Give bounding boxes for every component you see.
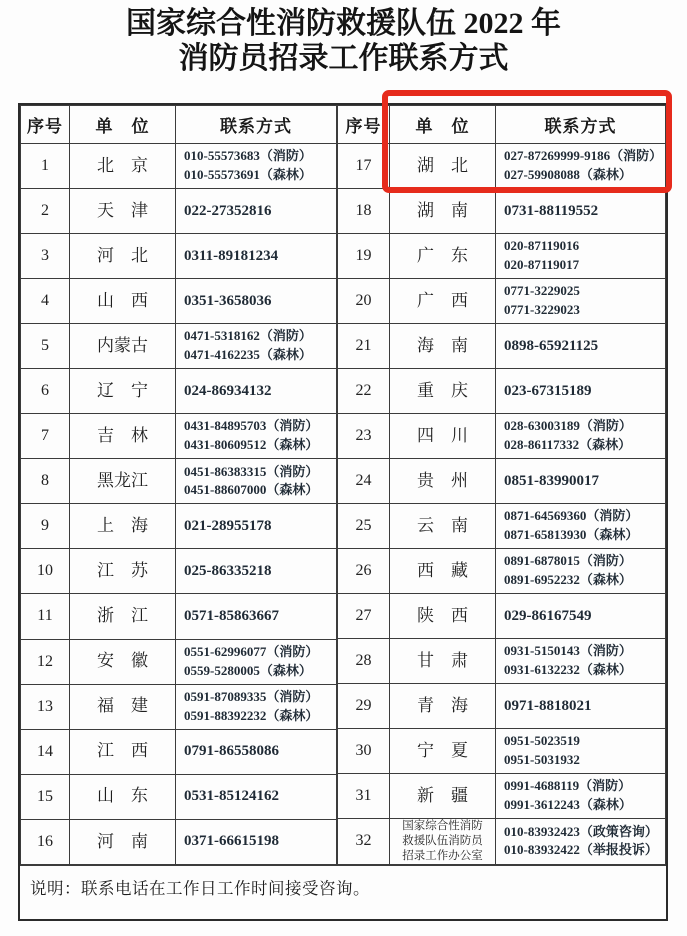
table-row — [21, 189, 337, 234]
unit-line: 吉 林 — [97, 426, 148, 446]
contact-cell — [176, 144, 337, 189]
unit-line: 上 海 — [97, 516, 148, 536]
table-row — [21, 279, 337, 324]
contact-cell — [496, 639, 666, 684]
contact-line: 0871-64569360（消防） — [504, 508, 639, 524]
contact-cell — [176, 549, 337, 594]
table-row — [338, 684, 666, 729]
table-row — [338, 189, 666, 234]
contact-cell — [176, 684, 337, 729]
unit-line: 浙 江 — [97, 606, 148, 626]
row-index-cell: 16 — [21, 819, 70, 864]
unit-line: 贵 州 — [417, 470, 468, 490]
unit-line: 海 南 — [417, 335, 468, 355]
table-row — [21, 414, 337, 459]
contact-cell — [496, 594, 666, 639]
contact-line: 0951-5031932 — [504, 752, 580, 767]
table-row — [338, 729, 666, 774]
contact-cell — [496, 414, 666, 459]
unit-cell — [70, 324, 176, 369]
unit-line: 河 南 — [97, 831, 148, 851]
contact-cell — [496, 504, 666, 549]
contact-cell — [496, 279, 666, 324]
contact-line: 010-55573683（消防） — [184, 148, 312, 164]
contact-line: 020-87119017 — [504, 257, 580, 272]
row-index-cell: 3 — [21, 234, 70, 279]
contact-line: 0731-88119552 — [504, 202, 599, 219]
contact-line: 0971-8818021 — [504, 697, 592, 714]
unit-line: 国家综合性消防 — [402, 820, 483, 832]
contact-line: 0451-86383315（消防） — [184, 463, 319, 479]
table-row — [338, 414, 666, 459]
header-contact: 联系方式 — [496, 106, 666, 144]
contact-line: 0891-6878015（消防） — [504, 553, 632, 569]
contact-line: 0591-88392232（森林） — [184, 707, 319, 723]
row-index-cell: 9 — [21, 504, 70, 549]
table-row — [21, 324, 337, 369]
contact-line: 0951-5023519 — [504, 733, 580, 749]
table-row — [338, 594, 666, 639]
unit-cell — [390, 189, 496, 234]
table-row — [21, 594, 337, 639]
unit-line: 河 北 — [97, 245, 148, 265]
unit-cell — [390, 234, 496, 279]
contact-cell — [496, 684, 666, 729]
table-row — [21, 639, 337, 684]
table-row — [21, 774, 337, 819]
unit-line: 西 藏 — [417, 560, 468, 580]
table-row — [338, 234, 666, 279]
unit-cell — [70, 414, 176, 459]
table-left-half — [20, 105, 337, 865]
unit-line: 重 庆 — [417, 380, 468, 400]
header-row — [21, 106, 337, 144]
table-row — [338, 324, 666, 369]
row-index-cell: 19 — [338, 234, 390, 279]
row-index-cell: 24 — [338, 459, 390, 504]
unit-cell — [70, 774, 176, 819]
contact-line: 023-67315189 — [504, 382, 592, 399]
table-row — [338, 369, 666, 414]
contact-line: 0311-89181234 — [184, 247, 279, 264]
table-row — [338, 459, 666, 504]
contact-cell — [496, 324, 666, 369]
contact-line: 0351-3658036 — [184, 292, 272, 309]
row-index-cell: 31 — [338, 774, 390, 819]
contact-line: 0471-4162235（森林） — [184, 347, 312, 363]
contact-cell — [176, 504, 337, 549]
header-contact: 联系方式 — [176, 106, 337, 144]
table-row — [21, 819, 337, 864]
contact-cell — [176, 594, 337, 639]
unit-line: 辽 宁 — [97, 381, 148, 401]
contact-line: 0531-85124162 — [184, 788, 279, 805]
contact-line: 0891-6952232（森林） — [504, 572, 632, 587]
row-index-cell: 1 — [21, 144, 70, 189]
table-row — [338, 504, 666, 549]
table-row — [21, 549, 337, 594]
row-index-cell: 32 — [338, 819, 390, 865]
contact-line: 0991-3612243（森林） — [504, 797, 632, 812]
unit-line: 湖 北 — [417, 155, 468, 175]
row-index-cell: 17 — [338, 144, 390, 189]
unit-cell — [70, 639, 176, 684]
contact-cell — [496, 144, 666, 189]
unit-line: 天 津 — [97, 200, 148, 220]
contact-line: 020-87119016 — [504, 238, 580, 254]
table-row — [338, 279, 666, 324]
row-index-cell: 6 — [21, 369, 70, 414]
unit-cell — [390, 414, 496, 459]
contact-cell — [176, 189, 337, 234]
unit-line: 湖 南 — [417, 200, 468, 220]
contact-line: 0871-65813930（森林） — [504, 527, 639, 542]
contact-line: 025-86335218 — [184, 563, 272, 580]
table-row — [21, 234, 337, 279]
table-row — [21, 459, 337, 504]
contact-cell — [496, 549, 666, 594]
table-row — [21, 369, 337, 414]
contact-cell — [496, 189, 666, 234]
contact-cell — [176, 234, 337, 279]
unit-line: 福 建 — [97, 696, 148, 716]
contact-table — [18, 103, 668, 921]
contact-line: 0771-3229023 — [504, 302, 580, 317]
unit-cell — [70, 459, 176, 504]
row-index-cell: 25 — [338, 504, 390, 549]
row-index-cell: 12 — [21, 639, 70, 684]
unit-line: 江 西 — [97, 741, 148, 761]
contact-line: 0931-6132232（森林） — [504, 662, 632, 677]
contact-cell — [496, 819, 666, 865]
row-index-cell: 5 — [21, 324, 70, 369]
unit-line: 甘 肃 — [417, 650, 468, 670]
contact-cell — [176, 774, 337, 819]
row-index-cell: 21 — [338, 324, 390, 369]
table-row — [338, 549, 666, 594]
unit-cell — [70, 234, 176, 279]
contact-cell — [496, 774, 666, 819]
contact-cell — [176, 819, 337, 864]
unit-cell — [70, 594, 176, 639]
row-index-cell: 15 — [21, 774, 70, 819]
note: 说明：联系电话在工作日工作时间接受咨询。 — [20, 865, 666, 919]
contact-cell — [176, 729, 337, 774]
row-index-cell: 10 — [21, 549, 70, 594]
contact-line: 0771-3229025 — [504, 283, 580, 299]
table-row — [338, 144, 666, 189]
unit-cell — [70, 549, 176, 594]
row-index-cell: 27 — [338, 594, 390, 639]
unit-cell — [70, 189, 176, 234]
unit-cell — [70, 369, 176, 414]
unit-cell — [390, 819, 496, 865]
table-halves — [20, 105, 666, 865]
unit-cell — [390, 144, 496, 189]
unit-cell — [390, 369, 496, 414]
contact-cell — [176, 369, 337, 414]
row-index-cell: 20 — [338, 279, 390, 324]
contact-cell — [176, 279, 337, 324]
contact-cell — [176, 639, 337, 684]
unit-cell — [390, 639, 496, 684]
unit-cell — [70, 504, 176, 549]
contact-line: 027-59908088（森林） — [504, 167, 632, 182]
contact-line: 0371-66615198 — [184, 833, 279, 850]
contact-line: 0571-85863667 — [184, 608, 279, 625]
unit-cell — [390, 774, 496, 819]
unit-line: 新 疆 — [417, 785, 468, 805]
unit-line: 北 京 — [97, 155, 148, 175]
unit-cell — [390, 504, 496, 549]
row-index-cell: 2 — [21, 189, 70, 234]
row-index-cell: 8 — [21, 459, 70, 504]
contact-line: 0991-4688119（消防） — [504, 778, 632, 794]
contact-line: 0431-84895703（消防） — [184, 418, 319, 434]
unit-cell — [390, 684, 496, 729]
contact-line: 010-83932423（政策咨询） — [504, 823, 658, 839]
unit-cell — [390, 549, 496, 594]
contact-cell — [176, 414, 337, 459]
unit-line: 内蒙古 — [97, 336, 148, 356]
contact-line: 021-28955178 — [184, 518, 272, 535]
row-index-cell: 26 — [338, 549, 390, 594]
title-line-1: 国家综合性消防救援队伍 2022 年 — [126, 7, 561, 40]
unit-cell — [390, 324, 496, 369]
unit-line: 云 南 — [417, 515, 468, 535]
contact-line: 0471-5318162（消防） — [184, 328, 312, 344]
row-index-cell: 14 — [21, 729, 70, 774]
row-index-cell: 23 — [338, 414, 390, 459]
contact-cell — [496, 459, 666, 504]
row-index-cell: 22 — [338, 369, 390, 414]
contact-line: 0898-65921125 — [504, 337, 599, 354]
contact-cell — [496, 234, 666, 279]
header-index: 序号 — [338, 106, 390, 144]
contact-line: 0931-5150143（消防） — [504, 643, 632, 659]
contact-cell — [176, 459, 337, 504]
contact-line: 0431-80609512（森林） — [184, 437, 319, 453]
unit-line: 山 东 — [97, 786, 148, 806]
header-unit: 单 位 — [70, 106, 176, 144]
unit-line: 山 西 — [97, 290, 148, 310]
unit-line: 救援队伍消防员 — [402, 834, 483, 847]
table-row — [338, 639, 666, 684]
unit-cell — [70, 279, 176, 324]
unit-line: 安 徽 — [97, 651, 148, 671]
unit-line: 广 东 — [417, 245, 468, 265]
contact-line: 0451-88607000（森林） — [184, 482, 319, 498]
header-unit: 单 位 — [390, 106, 496, 144]
contact-line: 0791-86558086 — [184, 743, 279, 760]
unit-line: 江 苏 — [97, 561, 148, 581]
row-index-cell: 4 — [21, 279, 70, 324]
unit-line: 招录工作办公室 — [402, 849, 483, 862]
unit-line: 四 川 — [417, 425, 468, 445]
contact-line: 0851-83990017 — [504, 472, 599, 489]
contact-line: 0591-87089335（消防） — [184, 688, 319, 704]
contact-line: 028-86117332（森林） — [504, 437, 632, 452]
table-row — [338, 819, 666, 865]
table-row — [338, 774, 666, 819]
contact-line: 029-86167549 — [504, 607, 592, 624]
unit-cell — [70, 684, 176, 729]
contact-line: 0559-5280005（森林） — [184, 662, 312, 678]
row-index-cell: 18 — [338, 189, 390, 234]
row-index-cell: 28 — [338, 639, 390, 684]
contact-cell — [176, 324, 337, 369]
contact-line: 022-27352816 — [184, 202, 272, 219]
header-index: 序号 — [21, 106, 70, 144]
title-line-2: 消防员招录工作联系方式 — [178, 41, 509, 75]
unit-cell — [390, 459, 496, 504]
header-row — [338, 106, 666, 144]
unit-line: 黑龙江 — [97, 471, 148, 491]
unit-line: 宁 夏 — [417, 740, 468, 760]
row-index-cell: 30 — [338, 729, 390, 774]
unit-cell — [390, 279, 496, 324]
table-row — [21, 729, 337, 774]
row-index-cell: 13 — [21, 684, 70, 729]
contact-line: 024-86934132 — [184, 382, 272, 399]
unit-line: 青 海 — [417, 695, 468, 715]
unit-cell — [390, 594, 496, 639]
unit-line: 陕 西 — [417, 605, 468, 625]
unit-cell — [70, 729, 176, 774]
contact-line: 010-83932422（举报投诉） — [504, 842, 658, 858]
unit-cell — [390, 729, 496, 774]
table-row — [21, 504, 337, 549]
row-index-cell: 7 — [21, 414, 70, 459]
row-index-cell: 11 — [21, 594, 70, 639]
contact-line: 010-55573691（森林） — [184, 167, 312, 183]
unit-cell — [70, 144, 176, 189]
table-right-half — [337, 105, 666, 865]
table-row — [21, 684, 337, 729]
contact-cell — [496, 729, 666, 774]
contact-line: 0551-62996077（消防） — [184, 643, 319, 659]
unit-line: 广 西 — [417, 290, 468, 310]
contact-cell — [496, 369, 666, 414]
page-title — [0, 0, 687, 77]
contact-line: 028-63003189（消防） — [504, 418, 632, 434]
row-index-cell: 29 — [338, 684, 390, 729]
table-row — [21, 144, 337, 189]
unit-cell — [70, 819, 176, 864]
contact-line: 027-87269999-9186（消防） — [504, 148, 663, 164]
